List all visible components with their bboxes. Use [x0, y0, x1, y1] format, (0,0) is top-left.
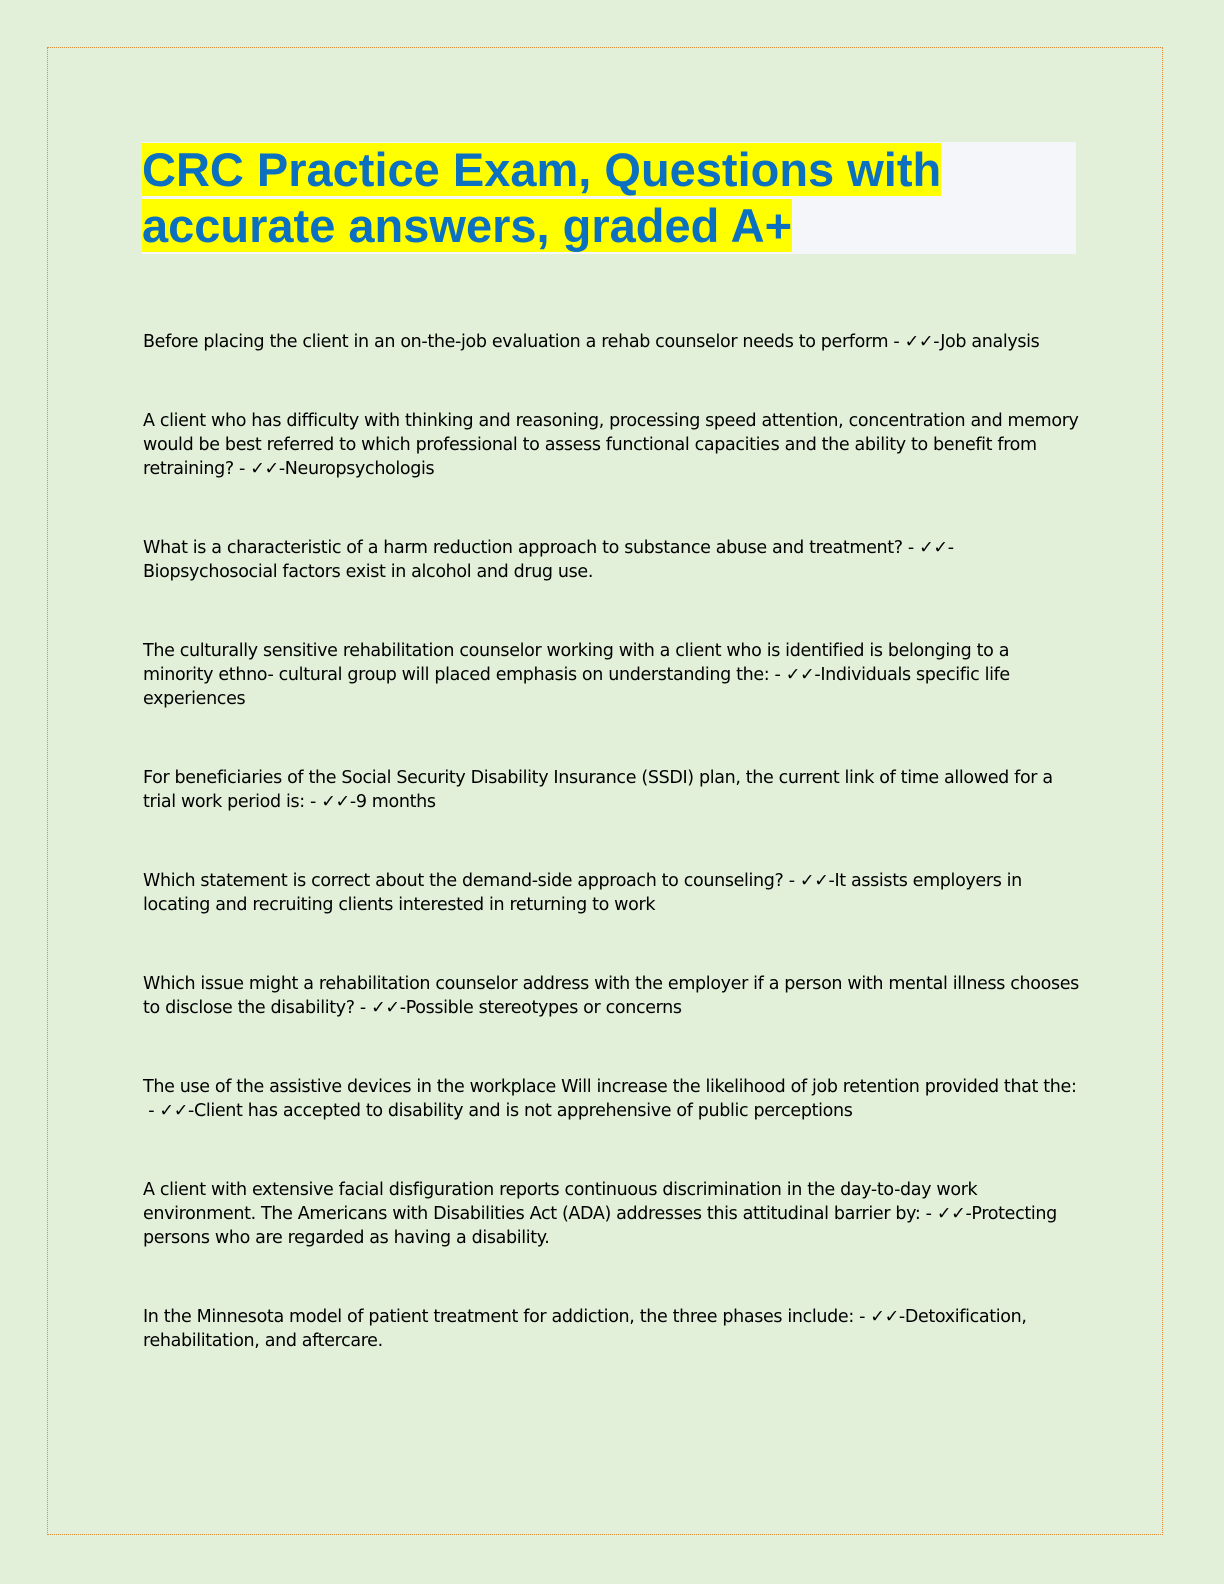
question-text: Which statement is correct about the demand-side approach to counseling? [143, 871, 784, 891]
answer-marker: - ✓✓- [920, 1204, 972, 1224]
question-text: A client with extensive facial disfiguration reports continuous discrimination in the day-to-day work environment. The Americans with Disabilities Act (ADA) addresses this attitudinal barrier by: [143, 1180, 978, 1224]
answer-marker: - ✓✓- [143, 1101, 194, 1121]
answer-text: Client has accepted to disability and is not apprehensive of public perceptions [193, 1101, 853, 1121]
qa-item [143, 536, 1083, 584]
answer-marker: - ✓✓- [853, 1307, 905, 1327]
answer-marker: - ✓✓- [783, 871, 835, 891]
title-line-2: accurate answers, graded A+ [142, 199, 793, 252]
qa-item [143, 330, 1083, 354]
question-text: In the Minnesota model of patient treatment for addiction, the three phases include: [143, 1307, 854, 1327]
answer-text: Neuropsychologis [284, 459, 435, 479]
answer-text: Individuals specific life experiences [143, 665, 1010, 709]
question-text: The culturally sensitive rehabilitation counselor working with a client who is identified is belonging to a minority ethno- cultural group will placed emphasis on understanding the: [143, 641, 1010, 685]
answer-marker: - ✓✓- [233, 459, 285, 479]
question-text: Before placing the client in an on-the-job evaluation a rehab counselor needs to perform [143, 332, 889, 352]
qa-item [143, 1075, 1083, 1123]
qa-item [143, 972, 1083, 1020]
answer-marker: - ✓✓- [888, 332, 941, 352]
qa-list [143, 330, 1083, 1408]
title-line-1: CRC Practice Exam, Questions with [142, 143, 942, 196]
title-block [142, 142, 1076, 254]
question-text: The use of the assistive devices in the workplace Will increase the likelihood of job retention provided that the: [143, 1077, 1077, 1097]
answer-text: Possible stereotypes or concerns [405, 998, 682, 1018]
qa-item [143, 639, 1083, 711]
answer-text: Biopsychosocial factors exist in alcohol and drug use. [143, 562, 594, 582]
question-text: Which issue might a rehabilitation counselor address with the employer if a person with mental illness chooses to disclose the disability? [143, 974, 1079, 1018]
qa-item [143, 1178, 1083, 1250]
answer-text: Job analysis [940, 332, 1040, 352]
answer-marker: - ✓✓- [354, 998, 406, 1018]
answer-text: Protecting persons who are regarded as having a disability. [143, 1204, 1057, 1248]
answer-marker: - ✓✓- [769, 665, 821, 685]
answer-text: 9 months [355, 792, 436, 812]
question-text: A client who has difficulty with thinking and reasoning, processing speed attention, concentration and memory would be best referred to which professional to assess functional capacities and the ability to benefit from retraining? [143, 411, 1079, 479]
answer-marker: - ✓✓- [902, 538, 954, 558]
question-text: What is a characteristic of a harm reduction approach to substance abuse and treatment? [143, 538, 903, 558]
qa-item [143, 409, 1083, 481]
question-text: For beneficiaries of the Social Security Disability Insurance (SSDI) plan, the current link of time allowed for a trial work period is: [143, 768, 1053, 812]
qa-item [143, 766, 1083, 814]
document-title [142, 142, 1076, 254]
qa-item [143, 1305, 1083, 1353]
answer-marker: - ✓✓- [304, 792, 356, 812]
answer-text: It assists employers in locating and recruiting clients interested in returning to work [143, 871, 1022, 915]
answer-text: Detoxification, rehabilitation, and aftercare. [143, 1307, 1027, 1351]
qa-item [143, 869, 1083, 917]
